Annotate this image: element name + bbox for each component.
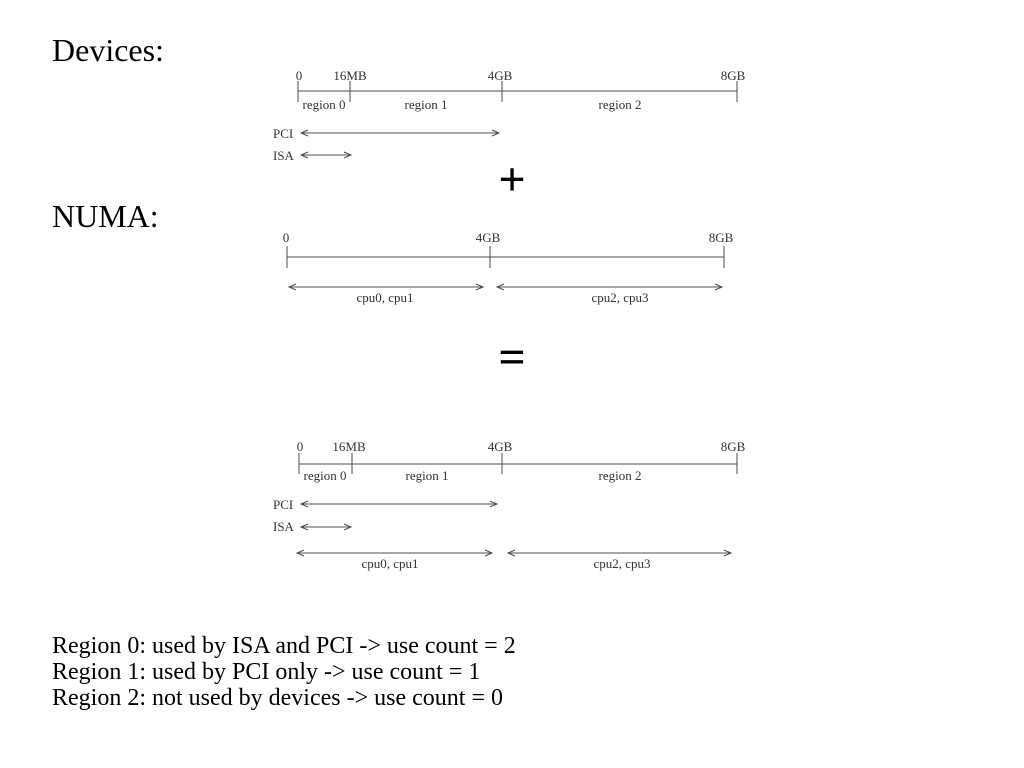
combined-tick-label-4gb: 4GB [487, 439, 513, 454]
combined-region1-label: region 1 [405, 468, 449, 483]
combined-tick-label-0: 0 [296, 439, 304, 454]
numa-node0-label: cpu0, cpu1 [356, 290, 414, 305]
devices-tick-label-16mb: 16MB [333, 68, 367, 83]
numa-tick-label-4gb: 4GB [475, 230, 501, 245]
numa-title: NUMA: [52, 198, 159, 234]
combined-pci-label: PCI [273, 497, 294, 512]
devices-region2-label: region 2 [598, 97, 642, 112]
combined-node0-label: cpu0, cpu1 [361, 556, 419, 571]
devices-pci-range-arrow [301, 130, 499, 136]
devices-pci-label: PCI [273, 126, 294, 141]
devices-region1-label: region 1 [404, 97, 448, 112]
numa-node1-label: cpu2, cpu3 [591, 290, 649, 305]
devices-tick-label-0: 0 [295, 68, 303, 83]
plus-operator: + [498, 153, 526, 206]
numa-tick-label-0: 0 [282, 230, 290, 245]
devices-tick-label-4gb: 4GB [487, 68, 513, 83]
combined-isa-label: ISA [273, 519, 294, 534]
use-count-notes [52, 633, 516, 711]
combined-pci-range-arrow [301, 501, 497, 507]
combined-region2-label: region 2 [598, 468, 642, 483]
devices-title: Devices: [52, 32, 164, 68]
note-region0: Region 0: used by ISA and PCI -> use count = 2 [52, 633, 516, 659]
combined-region0-label: region 0 [303, 468, 347, 483]
combined-tick-label-16mb: 16MB [332, 439, 366, 454]
equals-operator: = [498, 331, 526, 384]
devices-tick-label-8gb: 8GB [720, 68, 746, 83]
note-region1: Region 1: used by PCI only -> use count = 1 [52, 659, 481, 685]
combined-isa-range-arrow [301, 524, 351, 530]
note-region2: Region 2: not used by devices -> use count = 0 [52, 685, 503, 711]
devices-isa-range-arrow [301, 152, 351, 158]
devices-region0-label: region 0 [302, 97, 346, 112]
combined-node1-label: cpu2, cpu3 [593, 556, 651, 571]
combined-tick-label-8gb: 8GB [720, 439, 746, 454]
numa-tick-label-8gb: 8GB [708, 230, 734, 245]
devices-isa-label: ISA [273, 148, 294, 163]
